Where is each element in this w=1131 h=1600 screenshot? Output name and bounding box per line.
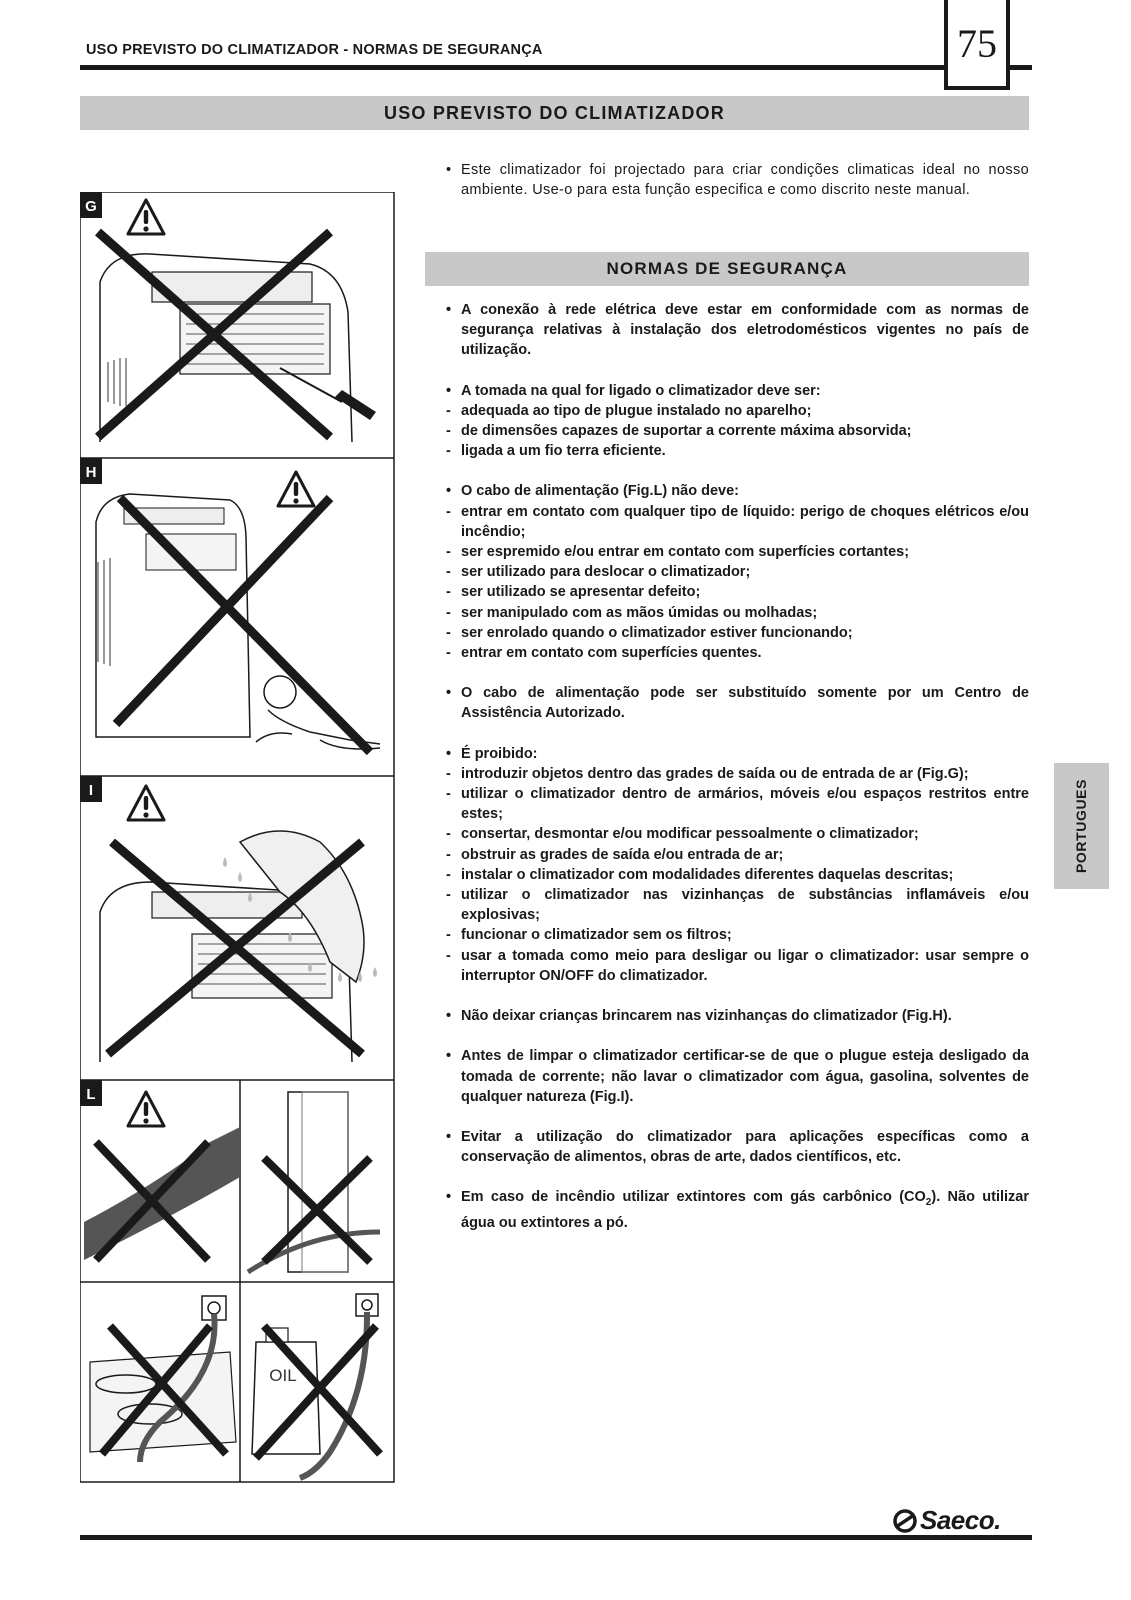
- dash: -: [446, 503, 451, 520]
- bullet: •: [446, 1128, 452, 1145]
- rule-subitem: [446, 925, 1029, 945]
- spacer: [446, 663, 1029, 683]
- rule-subitem: [446, 865, 1029, 885]
- saeco-logo-text: Saeco.: [920, 1505, 1001, 1535]
- rule-text: A conexão à rede elétrica deve estar em conformidade com as normas de segurança relativas à instalação dos eletrodomésticos vigentes no país de utilização.: [461, 302, 1029, 359]
- dash: -: [446, 423, 451, 440]
- rule-text: utilizar o climatizador dentro de armários, móveis e/ou espaços restritos entre estes;: [461, 786, 1029, 823]
- dash: -: [446, 866, 451, 883]
- rule-text: consertar, desmontar e/ou modificar pessoalmente o climatizador;: [461, 826, 919, 843]
- spacer: [446, 1167, 1029, 1187]
- rule-subitem: [446, 401, 1029, 421]
- rule-subitem: [446, 885, 1029, 925]
- rule-item: [446, 481, 1029, 501]
- dash: -: [446, 584, 451, 601]
- dash: -: [446, 765, 451, 782]
- bullet: •: [446, 382, 452, 399]
- rule-subitem: [446, 784, 1029, 824]
- rule-text: O cabo de alimentação pode ser substituído somente por um Centro de Assistência Autorizado.: [461, 685, 1029, 722]
- svg-text:L: L: [86, 1086, 96, 1103]
- bullet: •: [446, 162, 452, 178]
- svg-text:I: I: [88, 782, 94, 799]
- rule-subitem: [446, 603, 1029, 623]
- dash: -: [446, 645, 451, 662]
- section-title-normas: NORMAS DE SEGURANÇA: [425, 252, 1029, 286]
- rule-text: ser manipulado com as mãos úmidas ou molhadas;: [461, 604, 818, 621]
- header-title: USO PREVISTO DO CLIMATIZADOR - NORMAS DE SEGURANÇA: [86, 42, 543, 58]
- rule-item: [446, 1127, 1029, 1167]
- rule-subitem: [446, 421, 1029, 441]
- safety-rules-list: [446, 300, 1029, 1234]
- rule-text: obstruir as grades de saída e/ou entrada de ar;: [461, 846, 784, 863]
- rule-text: Em caso de incêndio utilizar extintores com gás carbônico $(CO_2)$. Não utilizar água ou extintores a pó.: [461, 1189, 1029, 1232]
- rule-item: [446, 300, 1029, 361]
- header-rule: [80, 65, 1032, 70]
- rule-item: [446, 1006, 1029, 1026]
- page-number: 75: [944, 0, 1010, 90]
- rule-text: adequada ao tipo de plugue instalado no aparelho;: [461, 402, 812, 419]
- rule-subitem: [446, 502, 1029, 542]
- rule-text: ser espremido e/ou entrar em contato com superfícies cortantes;: [461, 544, 910, 561]
- rule-item: [446, 381, 1029, 401]
- dash: -: [446, 624, 451, 641]
- rule-text: Não deixar crianças brincarem nas vizinhanças do climatizador (Fig.H).: [461, 1008, 952, 1025]
- rule-item: [446, 683, 1029, 723]
- dash: -: [446, 947, 451, 964]
- rule-subitem: [446, 824, 1029, 844]
- rule-subitem: [446, 845, 1029, 865]
- rule-subitem: [446, 946, 1029, 986]
- dash: -: [446, 927, 451, 944]
- section-title-uso-previsto: USO PREVISTO DO CLIMATIZADOR: [80, 96, 1029, 130]
- rule-subitem: [446, 623, 1029, 643]
- rule-text: introduzir objetos dentro das grades de saída ou de entrada de ar (Fig.G);: [461, 765, 969, 782]
- language-tab: [1054, 763, 1109, 889]
- rule-subitem: [446, 764, 1029, 784]
- rule-text: ser utilizado se apresentar defeito;: [461, 584, 701, 601]
- rule-text: de dimensões capazes de suportar a corrente máxima absorvida;: [461, 423, 912, 440]
- bullet: •: [446, 302, 452, 318]
- bullet: •: [446, 745, 452, 762]
- spacer: [446, 1026, 1029, 1046]
- rule-text: funcionar o climatizador sem os filtros;: [461, 927, 732, 944]
- dash: -: [446, 887, 451, 904]
- rule-text: entrar em contato com superfícies quentes.: [461, 645, 762, 662]
- rule-text: Evitar a utilização do climatizador para aplicações específicas como a conservação de alimentos, obras de arte, dados científicos, etc.: [461, 1128, 1029, 1166]
- saeco-logo: [893, 1505, 1001, 1536]
- bullet: •: [446, 685, 452, 702]
- oil-label: OIL: [269, 1366, 297, 1385]
- svg-text:H: H: [85, 464, 97, 481]
- rule-subitem: [446, 562, 1029, 582]
- dash: -: [446, 846, 451, 863]
- rule-item: [446, 744, 1029, 764]
- rule-subitem: [446, 441, 1029, 461]
- rule-text: usar a tomada como meio para desligar ou ligar o climatizador: usar sempre o interruptor ON/OFF do climatizador.: [461, 947, 1029, 984]
- intro-text: Este climatizador foi projectado para criar condições climaticas ideal no nosso ambiente. Use-o para esta função especifica e como discrito neste manual.: [461, 162, 1029, 198]
- dash: -: [446, 604, 451, 621]
- spacer: [446, 986, 1029, 1006]
- rule-text: Antes de limpar o climatizador certificar-se de que o plugue esteja desligado da tomada de corrente; não lavar o climatizador com água, gasolina, solventes de qualquer natureza (Fig.I).: [461, 1048, 1029, 1105]
- spacer: [446, 461, 1029, 481]
- rule-text: ligada a um fio terra eficiente.: [461, 443, 666, 460]
- rule-text: ser enrolado quando o climatizador estiver funcionando;: [461, 624, 853, 641]
- spacer: [446, 1107, 1029, 1127]
- svg-text:G: G: [85, 198, 97, 215]
- rule-text: ser utilizado para deslocar o climatizador;: [461, 564, 751, 581]
- spacer: [446, 361, 1029, 381]
- dash: -: [446, 786, 451, 803]
- rule-item: [446, 1187, 1029, 1233]
- bullet: •: [446, 1048, 452, 1065]
- rule-text: A tomada na qual for ligado o climatizador deve ser:: [461, 382, 821, 399]
- rule-text: O cabo de alimentação (Fig.L) não deve:: [461, 483, 739, 500]
- spacer: [446, 724, 1029, 744]
- dash: -: [446, 402, 451, 419]
- bullet: •: [446, 483, 452, 500]
- rule-text: instalar o climatizador com modalidades diferentes daquelas descritas;: [461, 866, 954, 883]
- dash: -: [446, 564, 451, 581]
- dash: -: [446, 443, 451, 460]
- intro-paragraph: [446, 160, 1029, 200]
- rule-subitem: [446, 582, 1029, 602]
- saeco-logo-icon: [893, 1509, 917, 1533]
- bullet: •: [446, 1008, 452, 1025]
- rule-subitem: [446, 542, 1029, 562]
- bullet: •: [446, 1189, 452, 1206]
- footer-rule: [80, 1535, 1032, 1540]
- rule-subitem: [446, 643, 1029, 663]
- illustration-panel: [80, 192, 396, 1484]
- rule-text: É proibido:: [461, 745, 538, 762]
- dash: -: [446, 826, 451, 843]
- language-tab-label: PORTUGUES: [1073, 778, 1090, 874]
- rule-item: [446, 1046, 1029, 1107]
- rule-text: utilizar o climatizador nas vizinhanças de substâncias inflamáveis e/ou explosivas;: [461, 887, 1029, 924]
- dash: -: [446, 544, 451, 561]
- rule-text: entrar em contato com qualquer tipo de líquido: perigo de choques elétricos e/ou incêndio;: [461, 503, 1029, 540]
